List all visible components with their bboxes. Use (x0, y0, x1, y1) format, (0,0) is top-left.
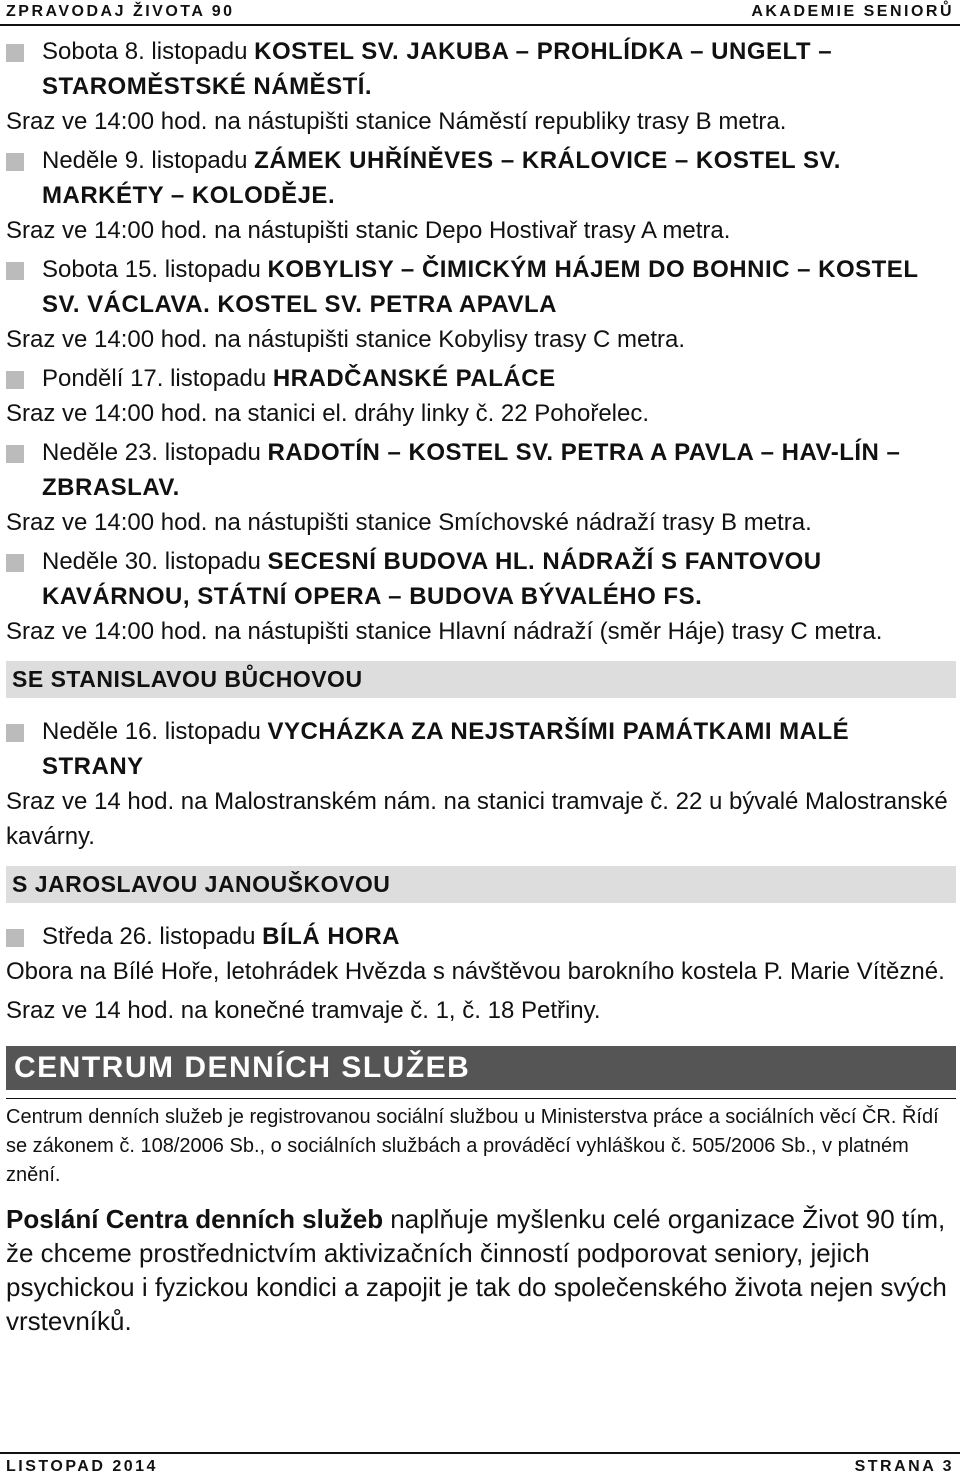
event-meeting-point: Sraz ve 14:00 hod. na stanici el. dráhy linky č. 22 Pohořelec. (6, 400, 650, 427)
centrum-intro: Centrum denních služeb je registrovanou sociální službou u Ministerstva práce a sociálních věcí ČR. Řídí se zákonem č. 108/2006 Sb., o sociálních službách a prováděcí vyhláškou č. 505/2006 Sb., v platném znění. (6, 1098, 956, 1190)
event-meeting-point: Sraz ve 14:00 hod. na nástupišti stanice Smíchovské nádraží trasy B metra. (6, 509, 812, 536)
event-meeting-point: Sraz ve 14:00 hod. na nástupišti stanic Depo Hostivař trasy A metra. (6, 217, 731, 244)
event-description: Obora na Bílé Hoře, letohrádek Hvězda s návštěvou barokního kostela P. Marie Vítězné. (6, 958, 945, 985)
mission-lead: Poslání Centra denních služeb (6, 1204, 384, 1234)
event-meeting-point: Sraz ve 14 hod. na Malostranském nám. na stanici tramvaje č. 22 u bývalé Malostranské kavárny. (6, 788, 948, 850)
event-meeting-point: Sraz ve 14:00 hod. na nástupišti stanice Kobylisy trasy C metra. (6, 326, 685, 353)
event-title: SECESNÍ BUDOVA HL. NÁDRAŽÍ S FANTOVOU KAVÁRNOU, STÁTNÍ OPERA – BUDOVA BÝVALÉHO FS. (42, 548, 822, 610)
event-item (6, 919, 956, 954)
event-title: RADOTÍN – KOSTEL SV. PETRA A PAVLA – HAV-LÍN – ZBRASLAV. (42, 439, 901, 501)
event-date: Sobota 15. listopadu (42, 256, 261, 283)
centrum-mission (6, 1202, 956, 1338)
centrum-heading: CENTRUM DENNÍCH SLUŽEB (6, 1046, 956, 1090)
footer-page-number: STRANA 3 (854, 1458, 954, 1475)
event-item (6, 361, 956, 396)
bullet-icon (6, 44, 24, 62)
event-date: Středa 26. listopadu (42, 923, 256, 950)
bullet-icon (6, 262, 24, 280)
header-section: AKADEMIE SENIORŮ (751, 3, 954, 20)
bullet-icon (6, 929, 24, 947)
bullet-icon (6, 371, 24, 389)
event-date: Neděle 30. listopadu (42, 548, 261, 575)
event-title: BÍLÁ HORA (262, 923, 400, 950)
bullet-icon (6, 445, 24, 463)
event-item (6, 544, 956, 614)
event-date: Sobota 8. listopadu (42, 38, 248, 65)
event-item (6, 143, 956, 213)
event-item (6, 714, 956, 784)
page-header (0, 0, 960, 26)
event-title: HRADČANSKÉ PALÁCE (272, 365, 556, 392)
event-title: VYCHÁZKA ZA NEJSTARŠÍMI PAMÁTKAMI MALÉ STRANY (42, 718, 850, 780)
page-content (6, 34, 956, 1338)
event-item (6, 435, 956, 505)
header-publication: ZPRAVODAJ ŽIVOTA 90 (6, 3, 235, 20)
bullet-icon (6, 724, 24, 742)
event-meeting-point: Sraz ve 14:00 hod. na nástupišti stanice Náměstí republiky trasy B metra. (6, 108, 787, 135)
event-item (6, 252, 956, 322)
event-title: KOBYLISY – ČIMICKÝM HÁJEM DO BOHNIC – KOSTEL SV. VÁCLAVA. KOSTEL SV. PETRA APAVLA (42, 256, 919, 318)
event-title: ZÁMEK UHŘÍNĚVES – KRÁLOVICE – KOSTEL SV. MARKÉTY – KOLODĚJE. (42, 147, 841, 209)
event-list (6, 34, 956, 649)
event-date: Pondělí 17. listopadu (42, 365, 267, 392)
event-date: Neděle 23. listopadu (42, 439, 261, 466)
event-meeting-point: Sraz ve 14 hod. na konečné tramvaje č. 1, č. 18 Petřiny. (6, 997, 601, 1024)
section-heading-janouskova: S JAROSLAVOU JANOUŠKOVOU (6, 866, 956, 903)
page-footer (0, 1452, 960, 1480)
event-item (6, 34, 956, 104)
section-heading-buchova: SE STANISLAVOU BŮCHOVOU (6, 661, 956, 698)
bullet-icon (6, 153, 24, 171)
event-date: Neděle 16. listopadu (42, 718, 261, 745)
event-meeting-point: Sraz ve 14:00 hod. na nástupišti stanice Hlavní nádraží (směr Háje) trasy C metra. (6, 618, 883, 645)
footer-issue: LISTOPAD 2014 (6, 1458, 158, 1475)
event-title: KOSTEL SV. JAKUBA – PROHLÍDKA – UNGELT – STAROMĚSTSKÉ NÁMĚSTÍ. (42, 38, 833, 100)
mission-text: naplňuje myšlenku celé organizace Život 90 tím, že chceme prostřednictvím aktivizačních činností podporovat seniory, jejich psychickou i fyzickou kondici a zapojit je tak do společenského života nejen svých vrstevníků. (6, 1204, 947, 1336)
event-date: Neděle 9. listopadu (42, 147, 248, 174)
bullet-icon (6, 554, 24, 572)
